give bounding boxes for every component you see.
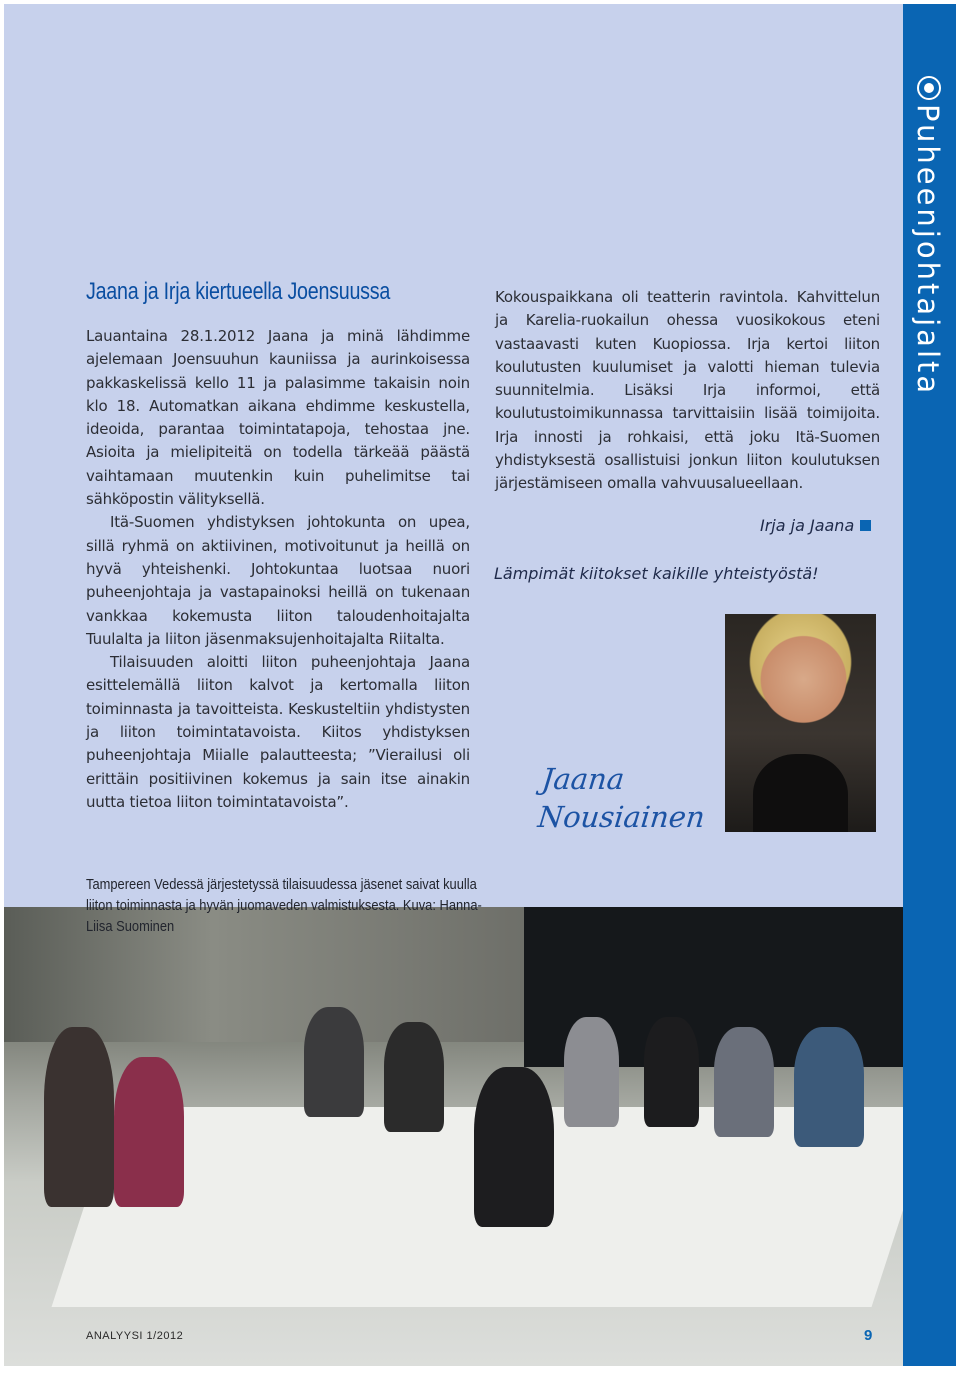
- page-number: 9: [864, 1327, 873, 1344]
- photo-caption: Tampereen Vedessä järjestetyssä tilaisuudessa jäsenet saivat kuulla liiton toiminnasta ja hyvän juomaveden valmistuksesta. Kuva: Hanna-Liisa Suominen: [86, 876, 482, 935]
- paragraph: Itä-Suomen yhdistyksen johtokunta on upea, sillä ryhmä on aktiivinen, motivoitunut ja heillä on hyvä yhteishenki. Johtokuntaa luotsaa nuori puheenjohtaja ja vastapainoksi heillä on tukenaan vankkaa kokemusta liiton taloudenhoitajalta Tuulalta ja liiton jäsenmaksujenhoitajalta Riitalta.: [86, 513, 470, 648]
- end-square-icon: [860, 520, 871, 531]
- section-title: Puheenjohtajalta: [911, 104, 945, 397]
- article-signature: [760, 516, 871, 535]
- photo-person: [564, 1017, 619, 1127]
- group-photo: [4, 907, 903, 1366]
- circle-logo-icon: [917, 76, 941, 100]
- section-sidebar: [903, 4, 956, 1366]
- thanks-line: Lämpimät kiitokset kaikille yhteistyöstä!: [494, 564, 819, 583]
- handwritten-name: [536, 760, 711, 836]
- paragraph: Kokouspaikkana oli teatterin ravintola. Kahvittelun ja Karelia-ruokailun ohessa vuosikokous eteni vastaavasti kuten Kuopiossa. Irja kertoi liiton koulutusten kuulumiset ja valotti hieman tulevia suunnitelmia. Lisäksi Irja informoi, että koulutustoimikunnassa tarvittaisiin lisää toimijoita. Irja innosti ja rohkaisi, että joku Itä-Suomen yhdistyksestä osallistuisi jonkun liiton koulutuksen järjestämiseen omalla vahvuusalueellaan.: [495, 288, 880, 493]
- paragraph: Lauantaina 28.1.2012 Jaana ja minä lähdimme ajelemaan Joensuuhun kauniissa ja aurinkoisessa pakkaskelissä kello 11 ja palasimme takaisin noin klo 18. Automatkan aikana ehdimme keskustella, ideoida, parantaa toimintatapoja, tehostaa jne. Asioita ja mielipiteitä on todella tärkeää päästä vaihtamaan muutenkin kuin puhelimitse tai sähköpostin välityksellä.: [86, 327, 470, 509]
- photo-person: [794, 1027, 864, 1147]
- photo-person: [44, 1027, 114, 1207]
- article-column-left: [86, 325, 470, 814]
- portrait-photo: [725, 614, 876, 832]
- handwritten-name-last: Nousiainen: [536, 800, 707, 834]
- signature-text: Irja ja Jaana: [760, 516, 855, 535]
- photo-person: [304, 1007, 364, 1117]
- photo-person: [114, 1057, 184, 1207]
- photo-person: [644, 1017, 699, 1127]
- photo-person: [384, 1022, 444, 1132]
- handwritten-name-first: Jaana: [540, 762, 626, 796]
- photo-person: [714, 1027, 774, 1137]
- paragraph: Tilaisuuden aloitti liiton puheenjohtaja Jaana esittelemällä liiton kalvot ja kertomalla liiton toiminnasta ja tavoitteista. Keskusteltiin yhdistysten ja liiton toimintatavoista. Kiitos yhdistyksen puheenjohtaja Miialle palautteesta; ”Vierailusi oli erittäin positiivinen kokemus ja sain itse ainakin uutta tietoa liiton toimintatavoista”.: [86, 653, 470, 811]
- article-column-right: [495, 286, 880, 496]
- article-title: Jaana ja Irja kiertueella Joensuussa: [86, 278, 391, 305]
- publication-name: ANALYYSI 1/2012: [86, 1330, 184, 1342]
- photo-person: [474, 1067, 554, 1227]
